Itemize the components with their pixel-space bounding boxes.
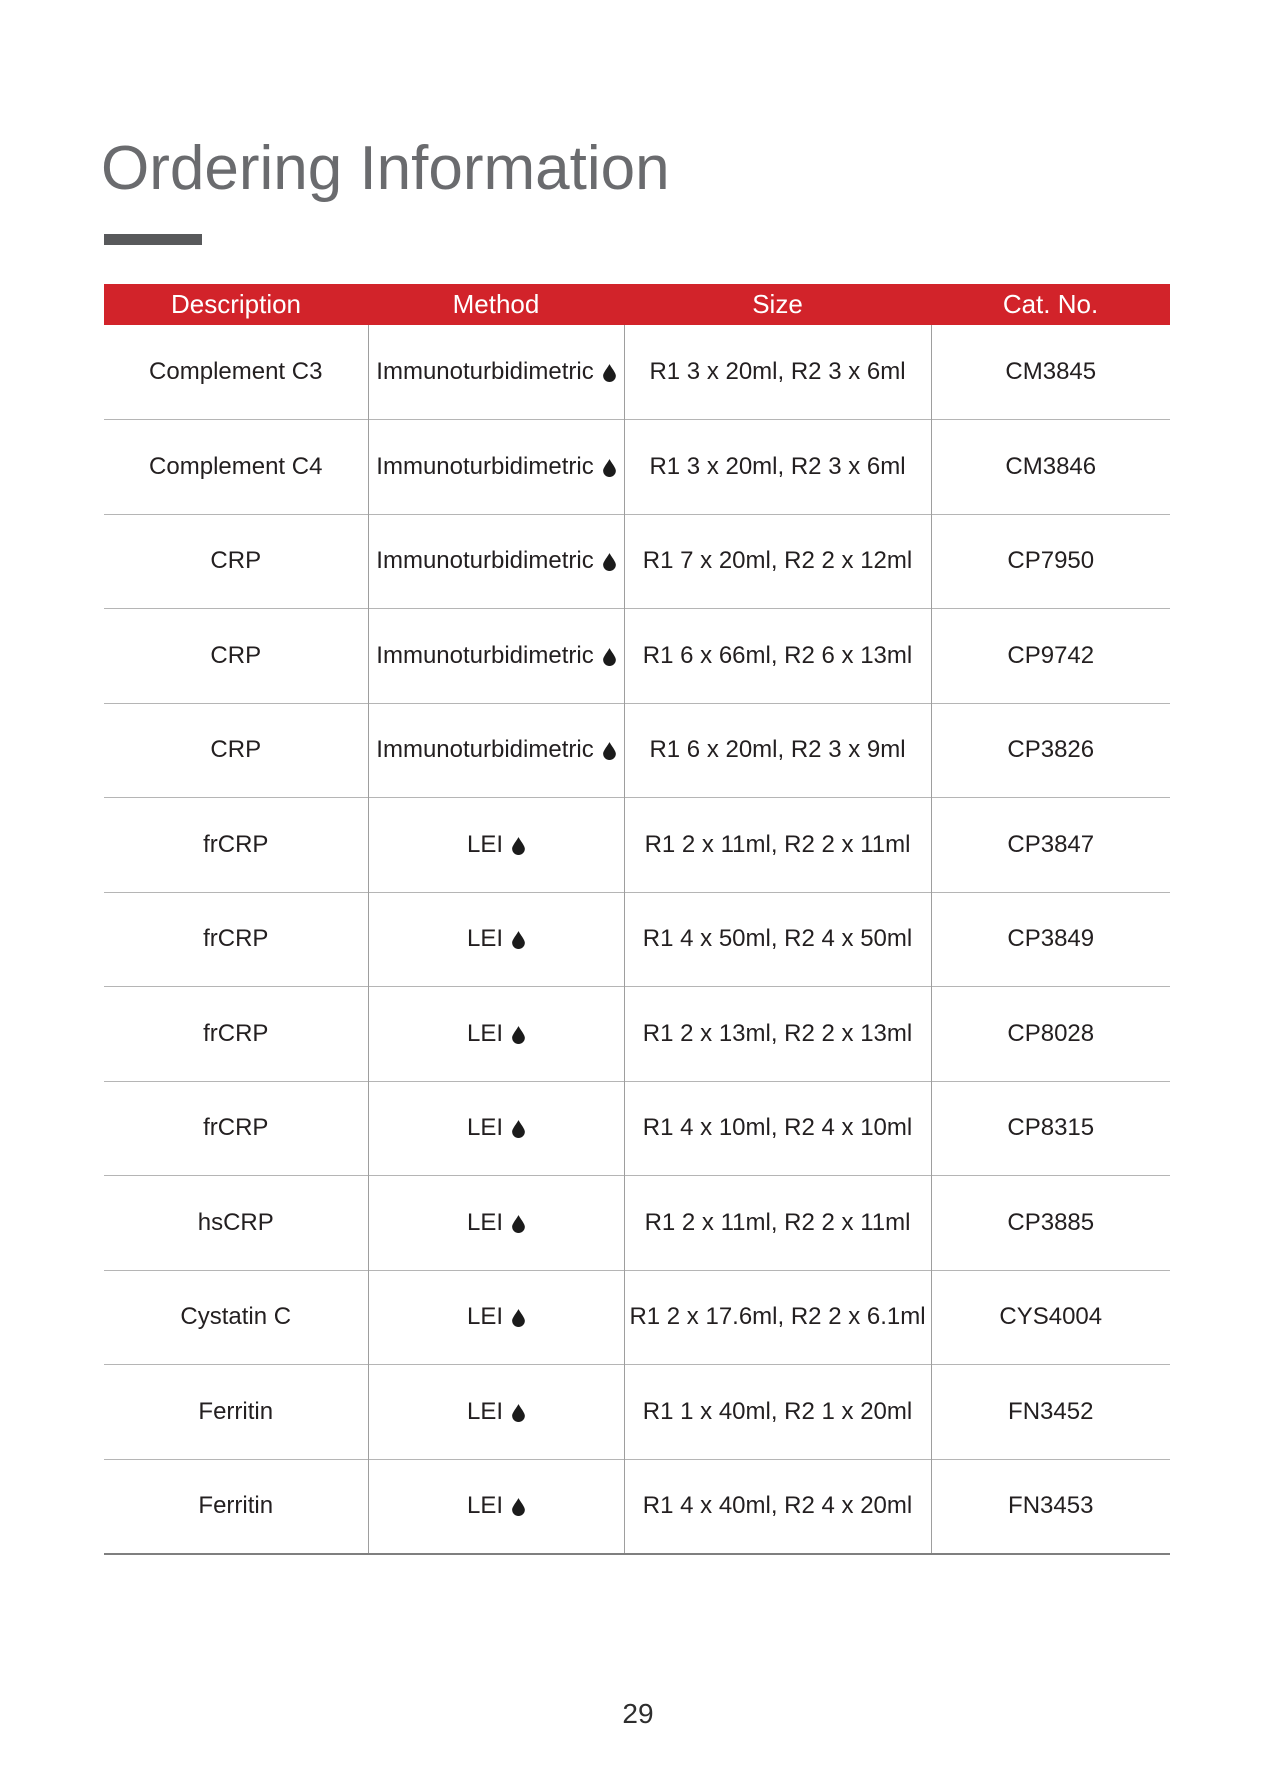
drop-icon <box>512 1498 525 1516</box>
method-cell <box>368 798 624 893</box>
method-label: LEI <box>466 1397 504 1425</box>
method-label: LEI <box>466 1019 504 1047</box>
table-row <box>104 1081 1170 1176</box>
drop-icon <box>512 1309 525 1327</box>
size-cell: R1 4 x 40ml, R2 4 x 20ml <box>624 1459 931 1554</box>
table-row <box>104 1459 1170 1554</box>
description-cell: Complement C3 <box>149 358 323 385</box>
table-row <box>104 1270 1170 1365</box>
method-label: LEI <box>466 830 504 858</box>
description-cell: Complement C4 <box>104 420 368 515</box>
table-row <box>104 514 1170 609</box>
description-cell: Cystatin C <box>104 1270 368 1365</box>
size-cell: R1 3 x 20ml, R2 3 x 6ml <box>624 325 931 420</box>
method-label: Immunoturbidimetric <box>376 547 594 575</box>
method-cell <box>368 1081 624 1176</box>
description-cell: frCRP <box>104 798 368 893</box>
page-title: Ordering Information <box>101 133 670 203</box>
method-label: Immunoturbidimetric <box>376 358 594 385</box>
catno-cell: CYS4004 <box>931 1270 1170 1365</box>
ordering-table <box>104 284 1170 1555</box>
table-row <box>104 1365 1170 1460</box>
page-number: 29 <box>622 1698 654 1729</box>
method-label: LEI <box>466 1303 504 1331</box>
drop-icon <box>512 1215 525 1233</box>
catno-cell: CM3845 <box>931 325 1170 420</box>
method-label: Immunoturbidimetric <box>376 452 594 480</box>
description-cell: frCRP <box>104 892 368 987</box>
size-cell: R1 7 x 20ml, R2 2 x 12ml <box>624 514 931 609</box>
description-cell: frCRP <box>104 987 368 1082</box>
size-cell: R1 2 x 13ml, R2 2 x 13ml <box>624 987 931 1082</box>
catno-cell: CP9742 <box>931 609 1170 704</box>
table-row <box>104 798 1170 893</box>
table-row <box>104 892 1170 987</box>
drop-icon <box>603 742 616 760</box>
drop-icon <box>512 1404 525 1422</box>
method-cell <box>368 609 624 704</box>
size-cell: R1 4 x 10ml, R2 4 x 10ml <box>624 1081 931 1176</box>
size-cell: R1 2 x 17.6ml, R2 2 x 6.1ml <box>624 1270 931 1365</box>
description-cell: Ferritin <box>104 1365 368 1460</box>
title-divider-bar <box>104 234 202 245</box>
catno-cell: CP8315 <box>931 1081 1170 1176</box>
description-cell: frCRP <box>104 1081 368 1176</box>
drop-icon <box>603 364 616 382</box>
table-row <box>104 703 1170 798</box>
method-cell <box>368 325 624 420</box>
size-cell: R1 2 x 11ml, R2 2 x 11ml <box>624 798 931 893</box>
catno-cell: CP3885 <box>931 1176 1170 1271</box>
method-label: LEI <box>466 925 504 953</box>
description-cell: CRP <box>104 514 368 609</box>
catno-cell: CP3826 <box>931 703 1170 798</box>
drop-icon <box>512 1026 525 1044</box>
method-cell <box>368 1176 624 1271</box>
method-cell <box>368 987 624 1082</box>
drop-icon <box>603 459 616 477</box>
method-label: Immunoturbidimetric <box>376 641 594 669</box>
drop-icon <box>603 553 616 571</box>
size-cell: R1 1 x 40ml, R2 1 x 20ml <box>624 1365 931 1460</box>
size-cell: R1 3 x 20ml, R2 3 x 6ml <box>624 420 931 515</box>
table-header-row <box>104 284 1170 325</box>
description-cell: CRP <box>104 703 368 798</box>
catno-cell: CP3849 <box>931 892 1170 987</box>
table-row <box>104 609 1170 704</box>
method-cell <box>368 892 624 987</box>
header-cell-description: Description <box>104 284 368 325</box>
header-cell-catno: Cat. No. <box>931 284 1170 325</box>
drop-icon <box>603 648 616 666</box>
size-cell: R1 4 x 50ml, R2 4 x 50ml <box>624 892 931 987</box>
method-cell <box>368 1365 624 1460</box>
description-cell: hsCRP <box>104 1176 368 1271</box>
method-label: LEI <box>466 1114 504 1142</box>
size-cell: R1 2 x 11ml, R2 2 x 11ml <box>624 1176 931 1271</box>
table-row <box>104 1176 1170 1271</box>
catno-cell: FN3453 <box>931 1459 1170 1554</box>
catno-cell: CP3847 <box>931 798 1170 893</box>
catno-cell: CP8028 <box>931 987 1170 1082</box>
description-cell: CRP <box>104 609 368 704</box>
table-row <box>104 325 1170 420</box>
header-cell-method: Method <box>368 284 624 325</box>
method-cell <box>368 514 624 609</box>
method-label: LEI <box>466 1492 504 1519</box>
method-cell <box>368 1270 624 1365</box>
drop-icon <box>512 931 525 949</box>
drop-icon <box>512 837 525 855</box>
description-cell: Ferritin <box>104 1459 368 1554</box>
method-cell <box>368 703 624 798</box>
method-label: Immunoturbidimetric <box>376 736 594 764</box>
catno-cell: CM3846 <box>931 420 1170 515</box>
header-cell-size: Size <box>624 284 931 325</box>
catno-cell: CP7950 <box>931 514 1170 609</box>
size-cell: R1 6 x 66ml, R2 6 x 13ml <box>624 609 931 704</box>
size-cell: R1 6 x 20ml, R2 3 x 9ml <box>624 703 931 798</box>
drop-icon <box>512 1120 525 1138</box>
catno-cell: FN3452 <box>931 1365 1170 1460</box>
method-cell <box>368 1459 624 1554</box>
table-row <box>104 420 1170 515</box>
table-row <box>104 987 1170 1082</box>
method-label: LEI <box>466 1208 504 1236</box>
method-cell <box>368 420 624 515</box>
